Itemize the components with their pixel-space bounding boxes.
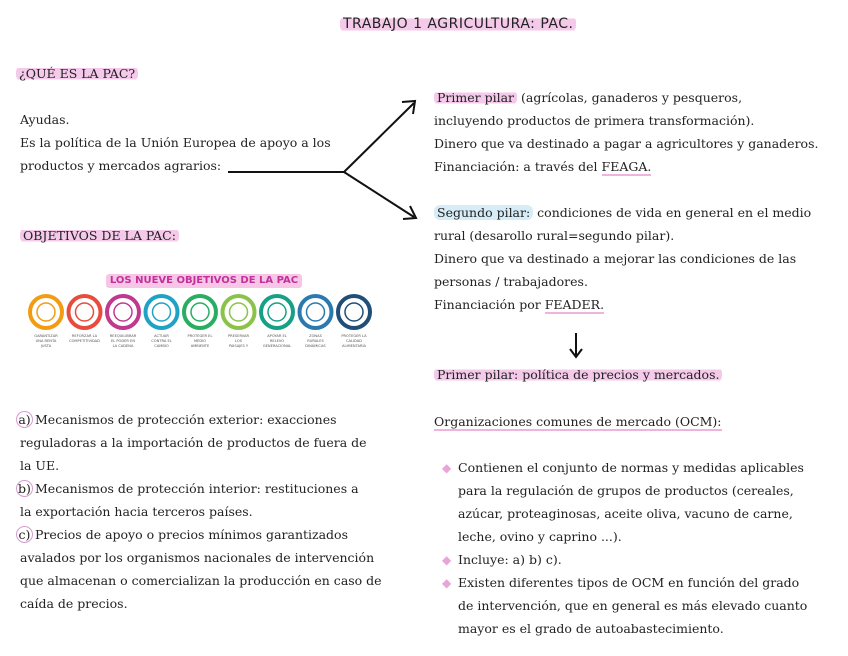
objective-label: CONTRA EL — [151, 339, 172, 343]
objective-circle — [146, 296, 178, 328]
objective-label: ALIMENTARIA — [342, 344, 366, 348]
que-es-heading: ¿QUÉ ES LA PAC? — [16, 62, 138, 85]
objective-label: PROTEGER EL — [187, 334, 213, 338]
objective-label: PROTEGER LA — [341, 334, 367, 338]
mechanism-list — [16, 408, 382, 615]
diamond-bullet-icon: ◆ — [442, 553, 452, 567]
arrow-up-line — [344, 103, 414, 172]
objective-label: RELEVO — [269, 339, 285, 343]
objective-label: GENERACIONAL — [262, 344, 292, 348]
objective-circle — [261, 296, 293, 328]
objective-label: MEDIO — [193, 339, 207, 343]
objective-label: ZONAS — [309, 334, 322, 338]
objective-circle — [30, 296, 62, 328]
objective-circle — [107, 296, 139, 328]
objective-label: PRESERVAR — [228, 334, 249, 338]
objective-label: GARANTIZAR — [34, 334, 58, 338]
objective-label: AMBIENTE — [190, 344, 210, 348]
ocm-bullets — [442, 456, 842, 640]
objective-label: RURALES — [307, 339, 324, 343]
mechanism-b: b) Mecanismos de protección interior: restituciones a la exportación hacia terceros países. — [16, 477, 382, 523]
objective-label: APOYAR EL — [267, 334, 287, 338]
objective-label: EL PODER EN — [110, 339, 136, 343]
objective-label: LOS — [235, 339, 242, 343]
ocm-bullet: ◆ Incluye: a) b) c). — [442, 552, 562, 567]
objective-label: CALIDAD — [346, 339, 362, 343]
primer-pilar-block: Primer pilar (agrícolas, ganaderos y pesqueros, incluyendo productos de primera transformación). Dinero que va destinado a pagar a agricultores y ganaderos. Financiación: a través del FEAGA. — [434, 90, 819, 174]
objective-label: JUSTA — [40, 344, 52, 348]
objective-label: UNA RENTA — [35, 339, 57, 343]
diamond-bullet-icon: ◆ — [442, 461, 452, 475]
objective-label: REFORZAR LA — [71, 334, 98, 338]
objective-circle — [223, 296, 255, 328]
ocm-heading: Organizaciones comunes de mercado (OCM): — [434, 414, 722, 429]
objective-circle — [69, 296, 101, 328]
ayudas-text: Ayudas. — [20, 112, 70, 127]
definition-text: Es la política de la Unión Europea de apoyo a los productos y mercados agrarios: — [20, 135, 331, 173]
objective-circle — [184, 296, 216, 328]
segundo-pilar-block: Segundo pilar: condiciones de vida en general en el medio rural (desarollo rural=segundo pilar). Dinero que va destinado a mejorar las condiciones de las personas / trabajadores. Financiación por FEADER. — [434, 205, 812, 312]
objectives-graphic — [28, 272, 380, 360]
objective-label: DINÁMICAS — [305, 344, 326, 348]
objective-label: PAISAJES Y — [228, 344, 249, 348]
objective-label: REEQUILIBRAR — [109, 334, 137, 338]
objetivos-heading: OBJETIVOS DE LA PAC: — [20, 224, 179, 247]
mechanism-a: a) Mecanismos de protección exterior: exacciones reguladoras a la importación de productos de fuera de la UE. — [16, 408, 382, 477]
arrow-down-line — [344, 172, 414, 217]
ocm-bullet: ◆ Existen diferentes tipos de OCM en función del grado de intervención, que en general es más elevado cuanto mayor es el grado de autoabastecimiento. — [442, 575, 808, 636]
objective-circle — [300, 296, 332, 328]
page-title: TRABAJO 1 AGRICULTURA: PAC. — [340, 16, 576, 32]
precios-heading: Primer pilar: política de precios y mercados. — [434, 363, 722, 386]
objectives-circles — [28, 290, 380, 360]
objective-label: CAMBIO — [154, 344, 169, 348]
objective-label: ACTUAR — [154, 334, 169, 338]
mechanism-c: c) Precios de apoyo o precios mínimos garantizados avalados por los organismos nacionales de intervención que almacenan o comercializan la producción en caso de caída de precios. — [16, 523, 382, 615]
objective-label: LA CADENA — [112, 344, 134, 348]
objective-label: COMPETITIVIDAD — [69, 339, 100, 343]
ocm-bullet: ◆ Contienen el conjunto de normas y medidas aplicables para la regulación de grupos de productos (cereales, azúcar, proteaginosas, aceite oliva, vacuno de carne, leche, ovino y caprino ...). — [442, 460, 804, 544]
objective-circle — [338, 296, 370, 328]
diamond-bullet-icon: ◆ — [442, 576, 452, 590]
objectives-banner: LOS NUEVE OBJETIVOS DE LA PAC — [109, 275, 299, 286]
arrow-down-head — [403, 206, 416, 219]
